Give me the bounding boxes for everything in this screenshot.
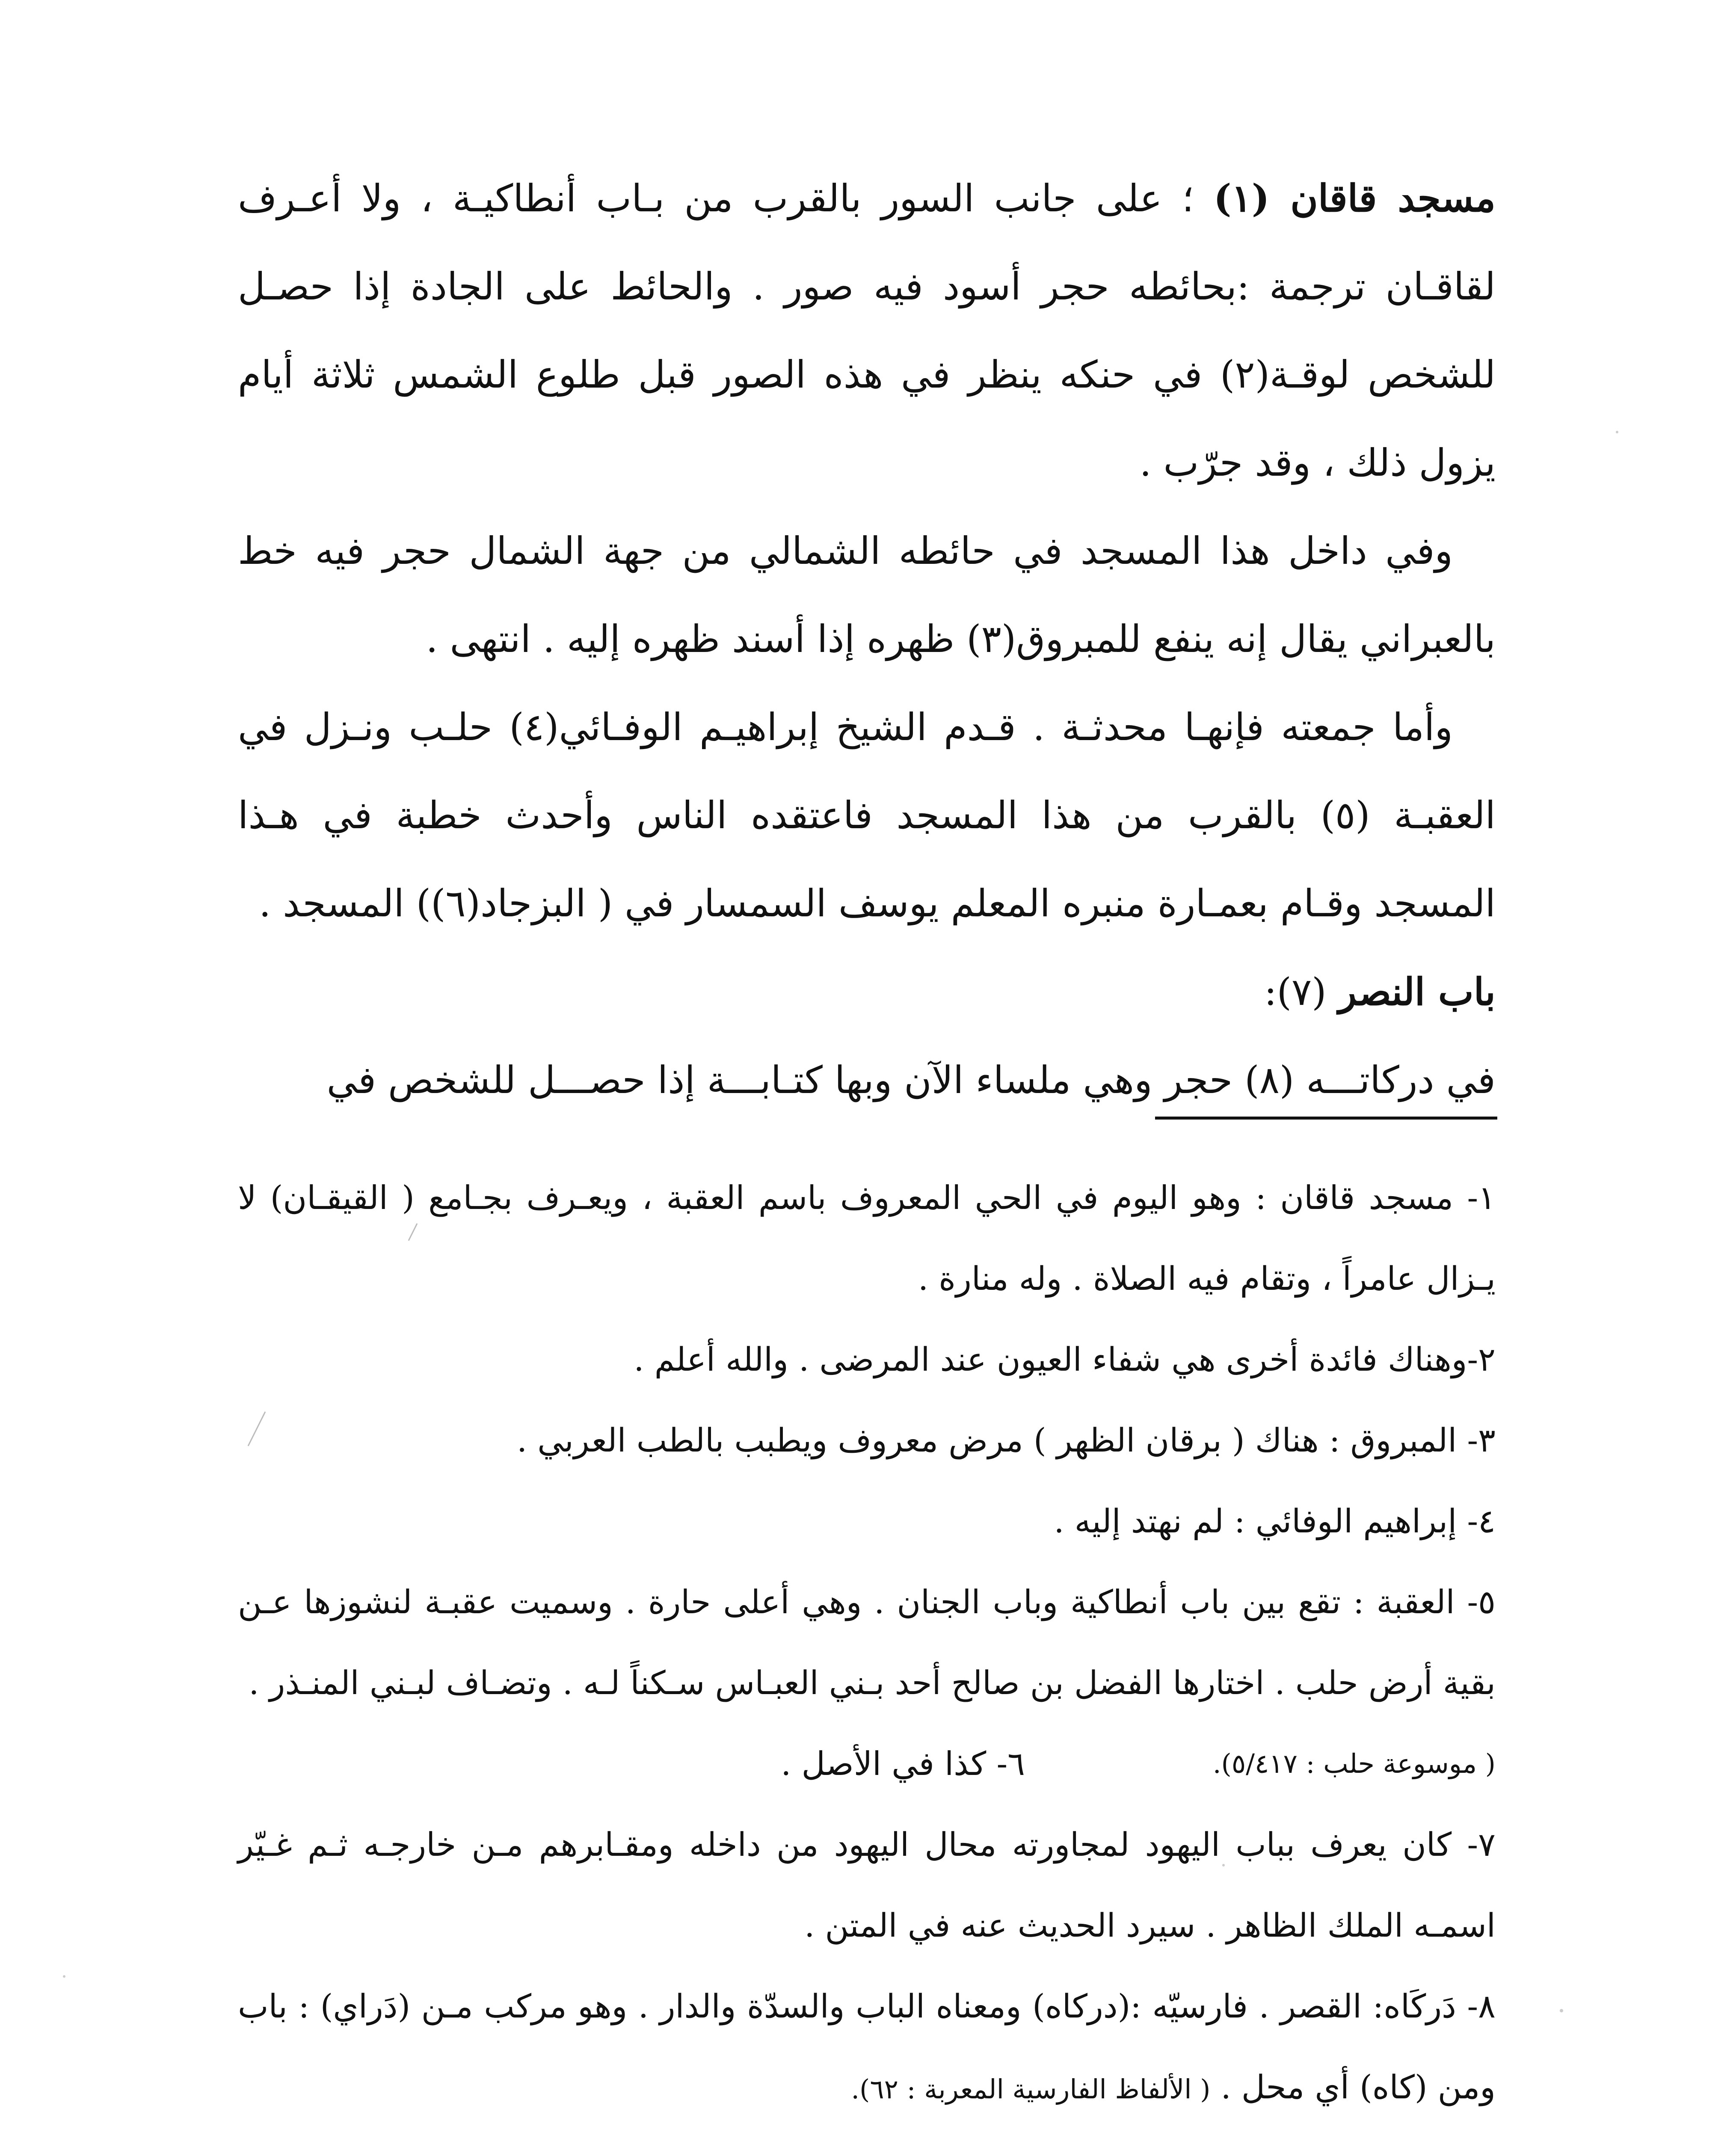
footnote-6: ٦- كذا في الأصل . (781, 1745, 1025, 1783)
paragraph-2: وفي داخل هذا المسجد في حائطه الشمالي من جهة الشمال حجر فيه خط بالعبراني يقال إنه ينفع للمبروق(٣) ظهره إذا أسند ظهره إليه . انتهى . (238, 529, 1496, 661)
footnote-4: ٤- إبراهيم الوفائي : لم نهتد إليه . (1054, 1502, 1496, 1540)
footnote-8-text: ٨- دَركَاه: القصر . فارسيّه :(دركاه) ومعناه الباب والسدّة والدار . وهو مركب مـن (دَراي) : باب ومن (كاه) أي محل . (238, 1987, 1496, 2106)
footnotes (238, 1157, 1496, 2130)
footnote-separator (1155, 1117, 1497, 1120)
section-heading (238, 948, 1496, 1036)
main-text (238, 154, 1496, 1124)
paragraph-3: وأما جمعته فإنهـا محدثـة . قـدم الشيخ إبراهيـم الوفـائي(٤) حلـب ونـزل في العقبـة (٥) بالقرب من هذا المسجد فاعتقده الناس وأحدث خطبة في هـذا المسجد وقـام بعمـارة منبره المعلم يوسف السمسار في ( البزجاد(٦)) المسجد . (238, 705, 1496, 925)
footnote-8 (238, 1966, 1496, 2130)
paragraph-4: في دركاتـــه (٨) حجر وهي ملساء الآن وبها كتـابـــة إذا حصـــل للشخص في (326, 1058, 1496, 1102)
footnote-7: ٧- كان يعرف بباب اليهود لمجاورته محال اليهود من داخله ومقـابرهم مـن خارجـه ثـم غـيّر اسمـه الملك الظاهر . سيرد الحديث عنه في المتن . (238, 1825, 1496, 1944)
footnote-5-source: ( موسوعة حلب : ٥/٤١٧). (1212, 1748, 1496, 1779)
footnote-1: ١- مسجد قاقان : وهو اليوم في الحي المعروف باسم العقبة ، ويعـرف بجـامع ( القيقـان) لا يـزال عامراً ، وتقام فيه الصلاة . وله منارة . (238, 1179, 1496, 1298)
footnote-3: ٣- المبروق : هناك ( برقان الظهر ) مرض معروف ويطبب بالطب العربي . (516, 1421, 1496, 1459)
paragraph-1-text: ؛ على جانب السور بالقرب من بـاب أنطاكيـة ، ولا أعـرف لقاقـان ترجمة :بحائطه حجر أسود فيه صور . والحائط على الجادة إذا حصـل للشخص لوقـة(٢) في حنكه ينظر في هذه الصور قبل طلوع الشمس ثلاثة أيام يزول ذلك ، وقد جرّب . (238, 176, 1496, 485)
paragraph-1 (238, 154, 1496, 507)
footnote-8-source: ( الألفاظ الفارسية المعربة : ٦٢). (851, 2074, 1211, 2105)
footnote-5: ٥- العقبة : تقع بين باب أنطاكية وباب الجنان . وهي أعلى حارة . وسميت عقبـة لنشوزها عـن بقية أرض حلب . اختارها الفضل بن صالح أحد بـني العبـاس سـكناً لـه . وتضـاف لبـني المنـذر . (238, 1583, 1496, 1702)
section-heading-title: باب النصر (1338, 969, 1496, 1014)
section-heading-ref: (٧): (1264, 970, 1339, 1014)
footnote-2: ٢-وهناك فائدة أخرى هي شفاء العيون عند المرضى . والله أعلم . (634, 1340, 1496, 1378)
footnote-5-source-line (238, 1723, 1496, 1804)
mosque-heading: مسجد قاقان (١) (1213, 176, 1496, 220)
